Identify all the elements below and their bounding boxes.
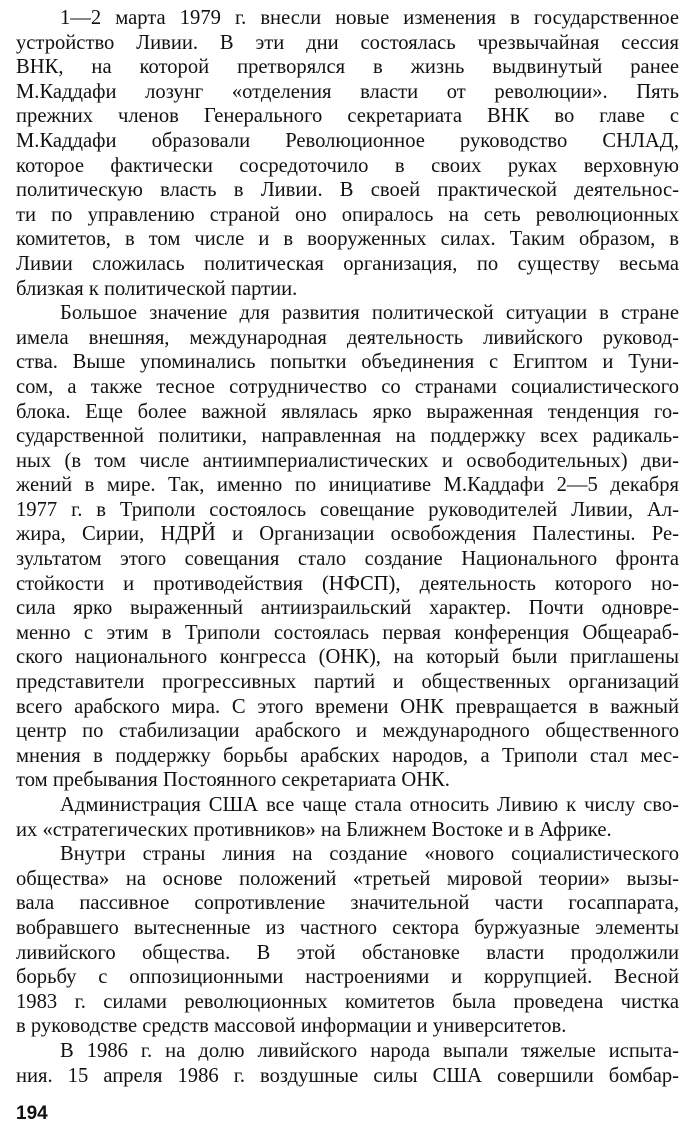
text-line: сударственной политики, направленная на поддержку всех радикаль- <box>16 425 679 448</box>
text-line: всего арабского мира. С этого времени ОНК превращается в важный <box>16 695 679 718</box>
text-line: Администрация США все чаще стала относить Ливию к числу сво- <box>60 794 679 816</box>
text-line: вала пассивное сопротивление значительной части госаппарата, <box>16 892 679 915</box>
text-line: центр по стабилизации арабского и международного общественного <box>16 720 679 743</box>
text-line: зультатом этого совещания стало создание Национального фронта <box>16 548 679 571</box>
text-line: близкая к политической партии. <box>16 277 298 300</box>
text-line: которое фактически сосредоточило в своих руках верховную <box>16 154 679 177</box>
text-line: прежних членов Генерального секретариата ВНК во главе с <box>16 105 679 128</box>
paragraph-2 <box>16 301 679 793</box>
text-line: блока. Еще более важной являлась ярко выраженная тенденция го- <box>16 400 679 423</box>
text-line: в руководстве средств массовой информации и университетов. <box>16 1015 567 1038</box>
text-line: мнения в поддержку борьбы арабских народов, а Триполи стал мес- <box>16 744 679 767</box>
text-line: М.Каддафи образовали Революционное руководство СНЛАД, <box>16 129 679 152</box>
text-line: менно с этим в Триполи состоялась первая конференция Общеараб- <box>16 621 679 644</box>
text-line: М.Каддафи лозунг «отделения власти от революции». Пять <box>16 80 679 103</box>
text-line: Ливии сложилась политическая организация, по существу весьма <box>16 252 679 275</box>
text-line: сом, а также тесное сотрудничество со странами социалистического <box>16 375 679 398</box>
text-line: ства. Выше упоминались попытки объединения с Египтом и Туни- <box>16 351 679 374</box>
text-line: стойкости и противодействия (НФСП), деятельность которого но- <box>16 572 679 595</box>
paragraph-1 <box>16 6 679 301</box>
text-line: устройство Ливии. В эти дни состоялась чрезвычайная сессия <box>16 31 679 54</box>
text-line: В 1986 г. на долю ливийского народа выпали тяжелые испыта- <box>60 1039 679 1062</box>
text-line: 1983 г. силами революционных комитетов была проведена чистка <box>16 990 679 1013</box>
paragraph-4 <box>16 842 679 1039</box>
paragraph-5 <box>16 1039 679 1088</box>
text-line: жений в мире. Так, именно по инициативе М.Каддафи 2—5 декабря <box>16 474 679 497</box>
text-line: ВНК, на которой претворялся в жизнь выдвинутый ранее <box>16 56 679 79</box>
text-line: ния. 15 апреля 1986 г. воздушные силы США совершили бомбар- <box>16 1064 679 1087</box>
text-line: 1—2 марта 1979 г. внесли новые изменения в государственное <box>60 7 679 29</box>
text-line: политическую власть в Ливии. В своей практической деятельнос- <box>16 179 679 202</box>
text-line: их «стратегических противников» на Ближнем Востоке и в Африке. <box>16 818 612 841</box>
text-line: имела внешняя, международная деятельность ливийского руковод- <box>16 326 679 349</box>
text-line: вобравшего вытесненные из частного сектора буржуазные элементы <box>16 916 679 939</box>
text-line: ливийского общества. В этой обстановке власти продолжили <box>16 941 679 964</box>
book-page <box>16 6 679 1088</box>
page-number: 194 <box>16 1103 48 1124</box>
text-line: жира, Сирии, НДРЙ и Организации освобождения Палестины. Ре- <box>16 523 679 546</box>
text-line: комитетов, в том числе и в вооруженных силах. Таким образом, в <box>16 228 679 251</box>
text-line: ти по управлению страной оно опиралось на сеть революционных <box>16 203 679 226</box>
text-line: 1977 г. в Триполи состоялось совещание руководителей Ливии, Ал- <box>16 498 679 521</box>
text-line: борьбу с оппозиционными настроениями и коррупцией. Весной <box>16 966 679 989</box>
text-line: Внутри страны линия на создание «нового социалистического <box>60 843 679 866</box>
text-line: представители прогрессивных партий и общественных организаций <box>16 671 679 694</box>
text-line: ского национального конгресса (ОНК), на который были приглашены <box>16 646 679 669</box>
text-line: Большое значение для развития политической ситуации в стране <box>60 302 679 325</box>
text-line: общества» на основе положений «третьей мировой теории» вызы- <box>16 867 679 890</box>
text-line: том пребывания Постоянного секретариата ОНК. <box>16 769 450 792</box>
text-line: ных (в том числе антиимпериалистических и освободительных) дви- <box>16 449 679 472</box>
paragraph-3 <box>16 793 679 842</box>
text-line: сила ярко выраженный антиизраильский характер. Почти одновре- <box>16 597 679 620</box>
